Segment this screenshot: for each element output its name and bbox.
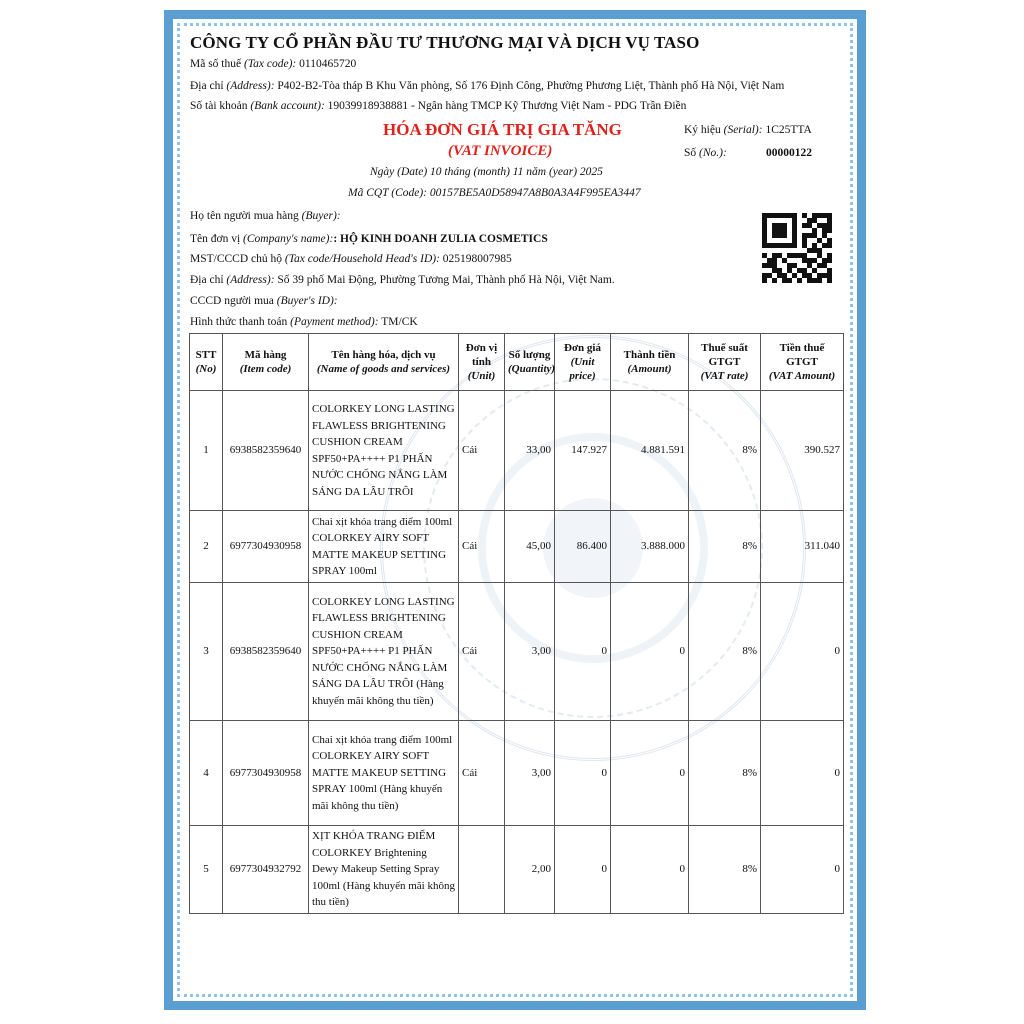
- table-row: [190, 511, 844, 583]
- row-unit: Cái: [459, 583, 505, 721]
- row-amount: 0: [611, 826, 689, 914]
- row-item-name: COLORKEY LONG LASTING FLAWLESS BRIGHTENING CUSHION CREAM SPF50+PA++++ P1 PHẤN NƯỚC CHỐNG NẮNG LÀM SÁNG DA LÂU TRÔI: [309, 391, 459, 511]
- row-no: 3: [190, 583, 223, 721]
- row-unit: Cái: [459, 391, 505, 511]
- seller-company-name: CÔNG TY CỔ PHẦN ĐẦU TƯ THƯƠNG MẠI VÀ DỊCH VỤ TASO: [190, 33, 700, 52]
- row-vat-rate: 8%: [689, 721, 761, 826]
- qr-code-icon: [762, 213, 832, 283]
- table-row: [190, 583, 844, 721]
- row-quantity: 3,00: [505, 583, 555, 721]
- row-unit-price: 0: [555, 721, 611, 826]
- row-vat-amount: 390.527: [761, 391, 844, 511]
- col-vat-rate: Thuế suất GTGT (VAT rate): [689, 334, 761, 391]
- buyer-cccd-line: CCCD người mua (Buyer's ID):: [190, 295, 338, 307]
- row-vat-rate: 8%: [689, 511, 761, 583]
- col-vat-amount: Tiền thuế GTGT (VAT Amount): [761, 334, 844, 391]
- row-unit-price: 86.400: [555, 511, 611, 583]
- invoice-cqt-code: Mã CQT (Code): 00157BE5A0D58947A8B0A3A4F995EA3447: [348, 187, 641, 199]
- row-unit: Cái: [459, 721, 505, 826]
- col-no: STT (No): [190, 334, 223, 391]
- col-name: Tên hàng hóa, dịch vụ (Name of goods and services): [309, 334, 459, 391]
- row-quantity: 2,00: [505, 826, 555, 914]
- row-no: 4: [190, 721, 223, 826]
- row-unit-price: 0: [555, 583, 611, 721]
- seller-bank-line: Số tài khoản (Bank account): 19039918938881 - Ngân hàng TMCP Kỹ Thương Việt Nam - PDG Trần Điền: [190, 100, 687, 112]
- row-item-code: 6977304930958: [223, 721, 309, 826]
- row-no: 1: [190, 391, 223, 511]
- row-item-code: 6938582359640: [223, 391, 309, 511]
- invoice-title: HÓA ĐƠN GIÁ TRỊ GIA TĂNG: [383, 120, 622, 139]
- row-vat-rate: 8%: [689, 391, 761, 511]
- row-unit-price: 0: [555, 826, 611, 914]
- row-quantity: 33,00: [505, 391, 555, 511]
- table-row: [190, 826, 844, 914]
- seller-tax-code: 0110465720: [299, 58, 357, 70]
- row-quantity: 45,00: [505, 511, 555, 583]
- invoice-number-label: Số (No.):: [684, 147, 727, 159]
- invoice-serial: Ký hiệu (Serial): 1C25TTA: [684, 124, 812, 136]
- row-item-name: XỊT KHÓA TRANG ĐIỂM COLORKEY Brightening Dewy Makeup Setting Spray 100ml (Hàng khuyến mãi không thu tiền): [309, 826, 459, 914]
- row-item-code: 6977304930958: [223, 511, 309, 583]
- row-item-name: Chai xịt khóa trang điểm 100ml COLORKEY AIRY SOFT MATTE MAKEUP SETTING SPRAY 100ml (Hàng khuyến mãi không thu tiền): [309, 721, 459, 826]
- table-row: [190, 721, 844, 826]
- row-item-name: COLORKEY LONG LASTING FLAWLESS BRIGHTENING CUSHION CREAM SPF50+PA++++ P1 PHẤN NƯỚC CHỐNG NẮNG LÀM SÁNG DA LÂU TRÔI (Hàng khuyến mãi không thu tiền): [309, 583, 459, 721]
- row-amount: 3.888.000: [611, 511, 689, 583]
- row-no: 2: [190, 511, 223, 583]
- row-unit: [459, 826, 505, 914]
- row-no: 5: [190, 826, 223, 914]
- buyer-company: HỘ KINH DOANH ZULIA COSMETICS: [340, 233, 548, 245]
- row-amount: 4.881.591: [611, 391, 689, 511]
- row-item-name: Chai xịt khóa trang điểm 100ml COLORKEY AIRY SOFT MATTE MAKEUP SETTING SPRAY 100ml: [309, 511, 459, 583]
- items-table: [189, 333, 844, 914]
- buyer-name-line: Họ tên người mua hàng (Buyer):: [190, 210, 341, 222]
- buyer-taxid-line: MST/CCCD chủ hộ (Tax code/Household Head's ID): 025198007985: [190, 253, 512, 265]
- buyer-address-line: Địa chỉ (Address): Số 39 phố Mai Động, Phường Tương Mai, Thành phố Hà Nội, Việt Nam.: [190, 274, 615, 286]
- row-vat-amount: 311.040: [761, 511, 844, 583]
- col-item-code: Mã hàng (Item code): [223, 334, 309, 391]
- row-vat-rate: 8%: [689, 826, 761, 914]
- invoice-number: 00000122: [766, 147, 812, 159]
- seller-address-line: Địa chỉ (Address): P402-B2-Tòa tháp B Khu Văn phòng, Số 176 Định Công, Phường Phương Liệt, Thành phố Hà Nội, Việt Nam: [190, 80, 785, 92]
- col-unit: Đơn vị tính (Unit): [459, 334, 505, 391]
- col-quantity: Số lượng (Quantity): [505, 334, 555, 391]
- buyer-taxid: 025198007985: [442, 253, 512, 265]
- row-unit: Cái: [459, 511, 505, 583]
- buyer-company-line: Tên đơn vị (Company's name):: HỘ KINH DOANH ZULIA COSMETICS: [190, 233, 548, 245]
- seller-address: P402-B2-Tòa tháp B Khu Văn phòng, Số 176 Định Công, Phường Phương Liệt, Thành phố Hà Nội, Việt Nam: [277, 80, 785, 92]
- buyer-address: Số 39 phố Mai Động, Phường Tương Mai, Thành phố Hà Nội, Việt Nam.: [277, 274, 615, 286]
- row-item-code: 6977304932792: [223, 826, 309, 914]
- payment-method: TM/CK: [381, 316, 418, 328]
- col-unit-price: Đơn giá (Unit price): [555, 334, 611, 391]
- row-item-code: 6938582359640: [223, 583, 309, 721]
- row-vat-rate: 8%: [689, 583, 761, 721]
- row-vat-amount: 0: [761, 826, 844, 914]
- col-amount: Thành tiền (Amount): [611, 334, 689, 391]
- row-vat-amount: 0: [761, 583, 844, 721]
- table-row: [190, 391, 844, 511]
- row-quantity: 3,00: [505, 721, 555, 826]
- row-unit-price: 147.927: [555, 391, 611, 511]
- seller-bank-account: 19039918938881 - Ngân hàng TMCP Kỹ Thương Việt Nam - PDG Trần Điền: [327, 100, 687, 112]
- row-amount: 0: [611, 583, 689, 721]
- table-header-row: [190, 334, 844, 391]
- invoice-date: Ngày (Date) 10 tháng (month) 11 năm (year) 2025: [370, 166, 603, 178]
- row-amount: 0: [611, 721, 689, 826]
- payment-method-line: Hình thức thanh toán (Payment method): TM/CK: [190, 316, 418, 328]
- row-vat-amount: 0: [761, 721, 844, 826]
- invoice-subtitle: (VAT INVOICE): [448, 143, 553, 159]
- seller-tax-code-line: Mã số thuế (Tax code): 0110465720: [190, 58, 357, 70]
